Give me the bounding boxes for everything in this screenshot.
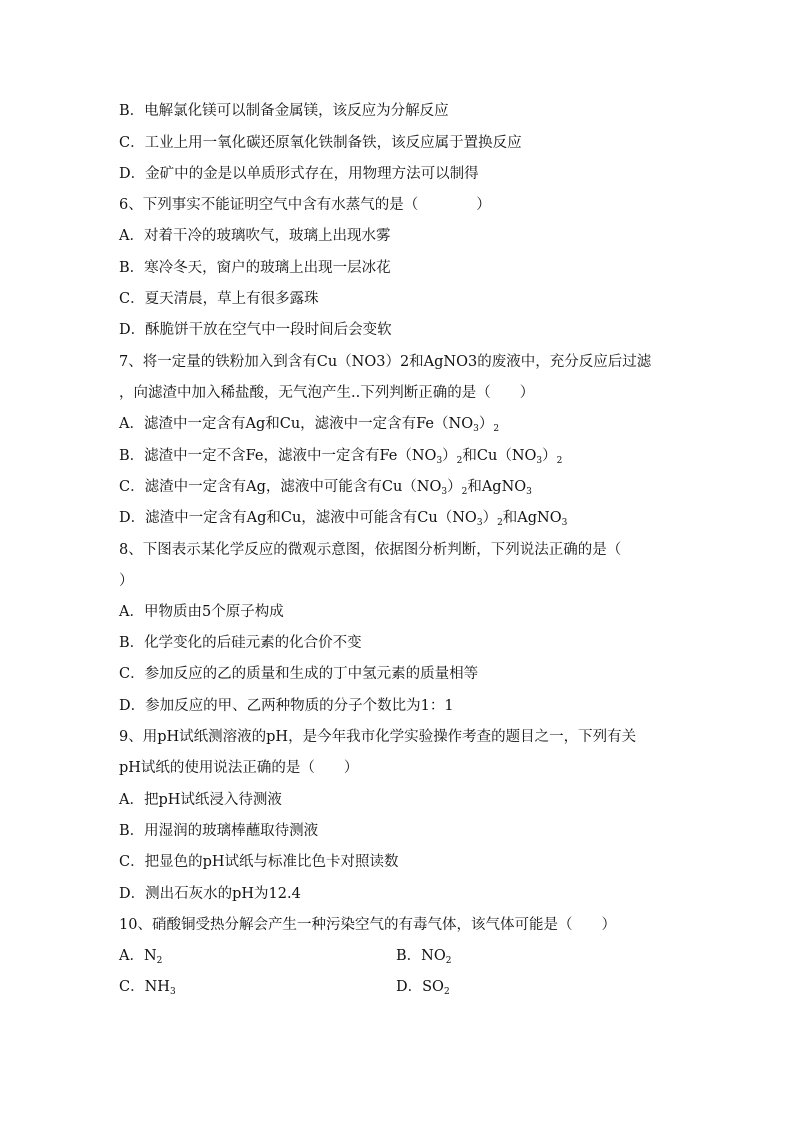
q10-option-b: B．$NO_2$	[396, 948, 452, 966]
q9-stem: 9、用pH试纸测溶液的pH，是今年我市化学实验操作考查的题目之一，下列有关	[119, 729, 637, 745]
q9-option-a: A．把pH试纸浸入待测液	[119, 792, 282, 808]
q9-option-d: D．测出石灰水的pH为12.4	[119, 886, 301, 902]
q7-stem: 7、将一定量的铁粉加入到含有Cu（NO3）2和AgNO3的废液中，充分反应后过滤	[119, 354, 652, 370]
q6-stem: 6、下列事实不能证明空气中含有水蒸气的是（ ）	[119, 197, 491, 213]
q7-option-d: D．滤渣中一定含有Ag和Cu，滤液中可能含有$Cu(NO_3)_2$和AgNO$_3$	[119, 510, 568, 528]
q10-option-c: C．$NH_3$	[119, 979, 176, 997]
q6-option-a: A．对着干冷的玻璃吹气，玻璃上出现水雾	[119, 228, 391, 244]
q9-option-c: C．把显色的pH试纸与标准比色卡对照读数	[119, 854, 399, 870]
q7-option-c: C．滤渣中一定含有Ag，滤液中可能含有$Cu(NO_3)_2$和AgNO$_3$	[119, 479, 532, 497]
q9-option-b: B．用湿润的玻璃棒蘸取待测液	[119, 823, 319, 839]
q6-option-d: D．酥脆饼干放在空气中一段时间后会变软	[119, 322, 392, 338]
q8-option-c: C．参加反应的乙的质量和生成的丁中氢元素的质量相等	[119, 666, 479, 682]
q8-option-b: B．化学变化的后硅元素的化合价不变	[119, 635, 362, 651]
q10-stem: 10、硝酸铜受热分解会产生一种污染空气的有毒气体，该气体可能是（ ）	[119, 917, 616, 933]
q6-option-b: B．寒冷冬天，窗户的玻璃上出现一层冰花	[119, 260, 391, 276]
q10-option-d: D．$SO_2$	[396, 979, 450, 997]
q8-stem: 8、下图表示某化学反应的微观示意图，依据图分析判断，下列说法正确的是（	[119, 542, 622, 558]
q5-option-b: B．电解氯化镁可以制备金属镁，该反应为分解反应	[119, 103, 449, 119]
q9-stem-cont: pH试纸的使用说法正确的是（ ）	[119, 760, 359, 776]
q5-option-d: D．金矿中的金是以单质形式存在，用物理方法可以制得	[119, 166, 479, 182]
q5-option-c: C．工业上用一氧化碳还原氧化铁制备铁，该反应属于置换反应	[119, 135, 522, 151]
q10-options-row-2	[119, 977, 679, 997]
q10-options-row-1	[119, 946, 679, 966]
q8-stem-cont: ）	[119, 573, 134, 589]
q7-option-a: A．滤渣中一定含有Ag和Cu，滤液中一定含有$Fe(NO_3)_2$	[119, 416, 500, 434]
q8-option-d: D．参加反应的甲、乙两种物质的分子个数比为1：1	[119, 698, 454, 714]
q8-option-a: A．甲物质由5个原子构成	[119, 604, 284, 620]
q7-option-b: B．滤渣中一定不含Fe，滤液中一定含有$Fe(NO_3)_2$和$Cu(NO_3)_2$	[119, 448, 563, 466]
q6-option-c: C．夏天清晨，草上有很多露珠	[119, 291, 319, 307]
q10-option-a: A．$N_2$	[119, 948, 163, 966]
q7-stem-cont: ，向滤渣中加入稀盐酸，无气泡产生..下列判断正确的是（ ）	[119, 385, 535, 401]
